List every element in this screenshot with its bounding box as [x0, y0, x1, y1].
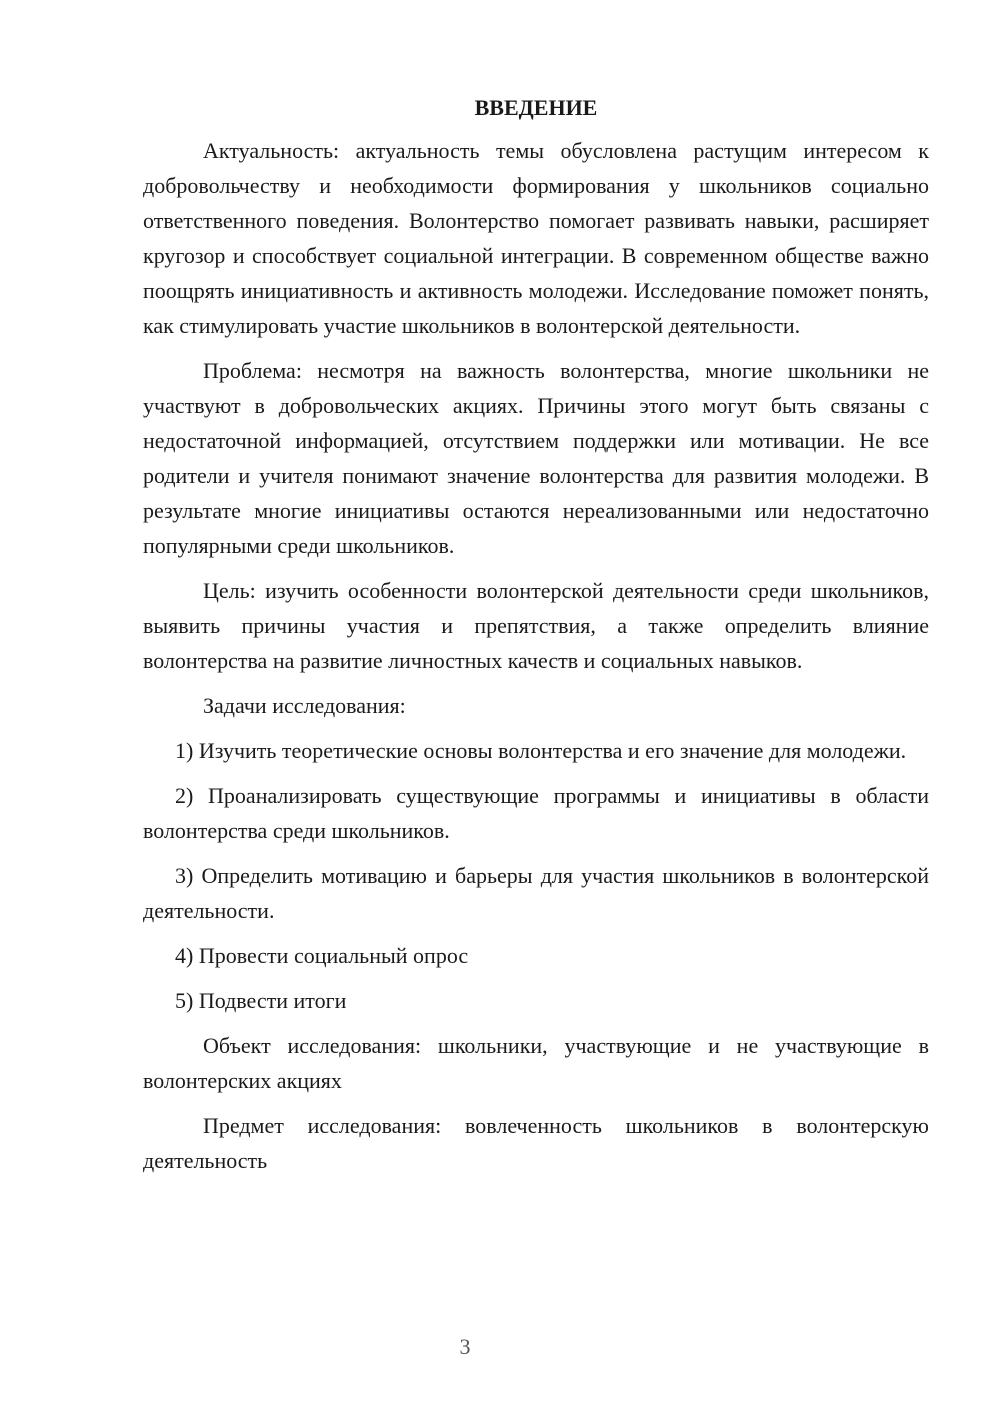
- subject-paragraph: Предмет исследования: вовлеченность школьников в волонтерскую деятельность: [143, 1113, 929, 1173]
- object-paragraph: Объект исследования: школьники, участвующие и не участвующие в волонтерских акциях: [143, 1033, 929, 1093]
- tasks-heading: Задачи исследования:: [203, 693, 406, 718]
- task-item: 2) Проанализировать существующие программы и инициативы в области волонтерства среди школьников.: [143, 783, 929, 843]
- relevance-paragraph: Актуальность: актуальность темы обусловлена растущим интересом к добровольчеству и необходимости формирования у школьников социально ответственного поведения. Волонтерство помогает развивать навыки, расширяет кругозор и способствует социальной интеграции. В современном обществе важно поощрять инициативность и активность молодежи. Исследование поможет понять, как стимулировать участие школьников в волонтерской деятельности.: [143, 138, 929, 338]
- task-item: 3) Определить мотивацию и барьеры для участия школьников в волонтерской деятельности.: [143, 863, 929, 923]
- task-list: [143, 733, 929, 1018]
- task-item: 1) Изучить теоретические основы волонтерства и его значение для молодежи.: [175, 738, 907, 763]
- page-title: ВВЕДЕНИЕ: [474, 95, 598, 120]
- page-number: 3: [459, 1334, 471, 1359]
- problem-paragraph: Проблема: несмотря на важность волонтерства, многие школьники не участвуют в добровольческих акциях. Причины этого могут быть связаны с недостаточной информацией, отсутствием поддержки или мотивации. Не все родители и учителя понимают значение волонтерства для развития молодежи. В результате многие инициативы остаются нереализованными или недостаточно популярными среди школьников.: [143, 358, 929, 558]
- task-item: 4) Провести социальный опрос: [175, 943, 469, 968]
- task-item: 5) Подвести итоги: [175, 988, 347, 1013]
- goal-paragraph: Цель: изучить особенности волонтерской деятельности среди школьников, выявить причины участия и препятствия, а также определить влияние волонтерства на развитие личностных качеств и социальных навыков.: [143, 578, 929, 673]
- document-page: [143, 90, 929, 1188]
